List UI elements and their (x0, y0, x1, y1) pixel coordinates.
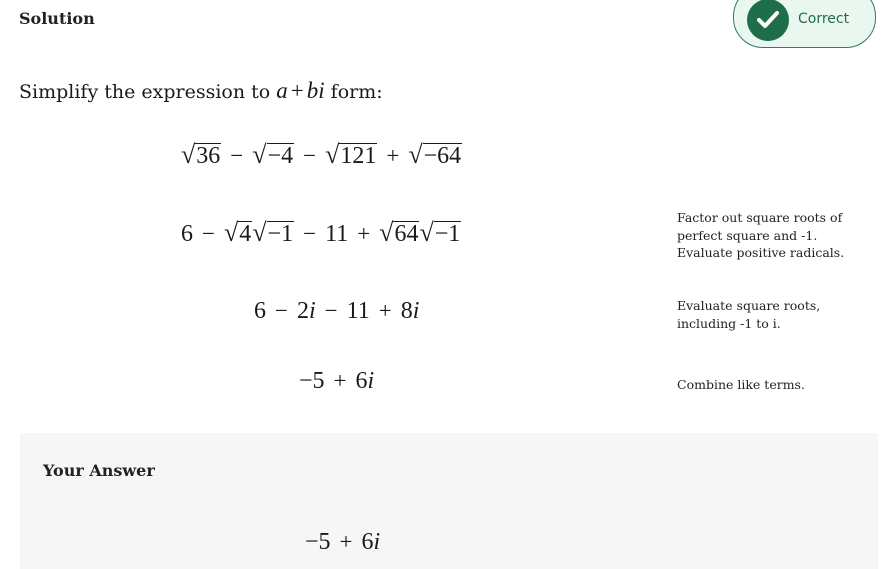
step-2-note: Factor out square roots of perfect square and -1. Evaluate positive radicals. (677, 210, 845, 260)
step-3-note: Evaluate square roots, including -1 to i. (677, 298, 821, 331)
prompt-text-before: Simplify the expression to (19, 81, 277, 103)
check-icon (747, 0, 789, 41)
step-4-note: Combine like terms. (677, 377, 805, 392)
your-answer-title: Your Answer (43, 461, 155, 480)
correct-badge (733, 0, 876, 48)
prompt-var-bi: bi (306, 78, 325, 103)
step-3-expression: 6 − 2i − 11 + 8i (254, 298, 420, 324)
step-1-expression: √36 − √−4 − √121 + √−64 (181, 140, 462, 169)
prompt-plus: + (290, 78, 304, 103)
prompt-var-a: a (276, 78, 288, 103)
correct-label: Correct (798, 11, 850, 27)
step-4-expression: −5 + 6i (299, 368, 375, 394)
step-2-expression: 6 − √4√−1 − 11 + √64√−1 (181, 218, 461, 247)
prompt-text-after: form: (324, 81, 383, 103)
your-answer-panel (20, 433, 878, 569)
your-answer-expression: −5 + 6i (305, 529, 381, 555)
problem-prompt (19, 78, 383, 104)
solution-title: Solution (19, 9, 95, 28)
